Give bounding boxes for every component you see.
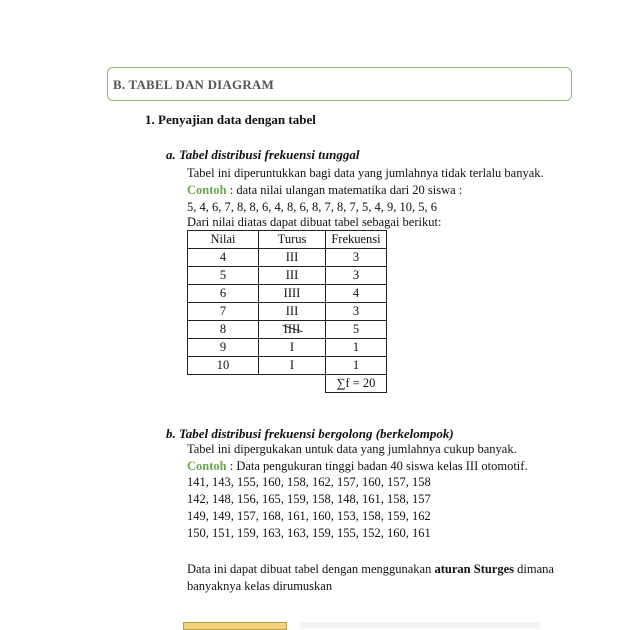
header-nilai: Nilai [188, 231, 259, 249]
cell-turus: I [259, 339, 326, 357]
part-a-data-line: 5, 4, 6, 7, 8, 8, 6, 4, 8, 6, 8, 7, 8, 7, 5, 4, 9, 10, 5, 6 [187, 200, 437, 214]
cell-total-frekuensi: ∑f = 20 [326, 375, 387, 393]
contoh-label: Contoh [187, 459, 227, 473]
closing-text: Data ini dapat dibuat tabel dengan menggunakan [187, 562, 435, 576]
closing-text-end: dimana [514, 562, 554, 576]
faint-overflow-text [300, 622, 540, 628]
part-b-data-line: 150, 151, 159, 163, 163, 159, 155, 152, 160, 161 [187, 526, 431, 540]
table-header-row [188, 231, 387, 249]
table-row [188, 267, 387, 285]
cell-frekuensi: 3 [326, 249, 387, 267]
cell-frekuensi: 5 [326, 321, 387, 339]
table-row [188, 303, 387, 321]
cell-nilai: 6 [188, 285, 259, 303]
frequency-table [187, 230, 387, 393]
header-turus: Turus [259, 231, 326, 249]
subheading-part-a: a. Tabel distribusi frekuensi tunggal [166, 147, 360, 162]
cell-nilai: 8 [188, 321, 259, 339]
section-header-box [107, 67, 572, 101]
cell-frekuensi: 3 [326, 267, 387, 285]
formula-box-edge [183, 622, 287, 630]
part-b-closing-line2: banyaknya kelas dirumuskan [187, 579, 333, 593]
tally-strokes: IIII [283, 322, 301, 336]
heading-penyajian-data: 1. Penyajian data dengan tabel [145, 112, 316, 127]
part-b-contoh [187, 459, 528, 474]
table-row [188, 339, 387, 357]
cell-turus: III [259, 267, 326, 285]
cell-nilai: 5 [188, 267, 259, 285]
table-total-row [188, 375, 387, 393]
cell-turus: III [259, 249, 326, 267]
cell-turus: III [259, 303, 326, 321]
part-b-data-line: 141, 143, 155, 160, 158, 162, 157, 160, 157, 158 [187, 475, 431, 489]
cell-nilai: 7 [188, 303, 259, 321]
part-b-closing [187, 562, 554, 577]
section-title: B. TABEL DAN DIAGRAM [113, 77, 274, 92]
cell-nilai: 10 [188, 357, 259, 375]
part-b-data-line: 142, 148, 156, 165, 159, 158, 148, 161, 158, 157 [187, 492, 431, 506]
contoh-text: : Data pengukuran tinggi badan 40 siswa kelas III otomotif. [226, 459, 528, 473]
part-a-description: Tabel ini diperuntukkan bagi data yang jumlahnya tidak terlalu banyak. [187, 166, 544, 180]
part-b-description: Tabel ini dipergukakan untuk data yang jumlahnya cukup banyak. [187, 442, 517, 456]
table-row [188, 321, 387, 339]
cell-turus: IIII [259, 285, 326, 303]
table-row [188, 285, 387, 303]
cell-frekuensi: 1 [326, 357, 387, 375]
table-row [188, 357, 387, 375]
cell-nilai: 9 [188, 339, 259, 357]
cell-turus: I [259, 357, 326, 375]
part-a-contoh [187, 183, 462, 198]
header-frekuensi: Frekuensi [326, 231, 387, 249]
cell-frekuensi: 4 [326, 285, 387, 303]
blank-cell [259, 375, 326, 393]
cell-turus-tally-five [259, 321, 326, 339]
cell-nilai: 4 [188, 249, 259, 267]
contoh-text: : data nilai ulangan matematika dari 20 siswa : [226, 183, 463, 197]
tally-five-mark [284, 321, 301, 338]
cell-frekuensi: 1 [326, 339, 387, 357]
cell-frekuensi: 3 [326, 303, 387, 321]
contoh-label: Contoh [187, 183, 227, 197]
part-b-data-line: 149, 149, 157, 168, 161, 160, 153, 158, 159, 162 [187, 509, 431, 523]
blank-cell [188, 375, 259, 393]
table-row [188, 249, 387, 267]
part-a-table-intro: Dari nilai diatas dapat dibuat tabel sebagai berikut: [187, 215, 442, 229]
sturges-rule-term: aturan Sturges [434, 562, 515, 576]
subheading-part-b: b. Tabel distribusi frekuensi bergolong (berkelompok) [166, 426, 454, 441]
